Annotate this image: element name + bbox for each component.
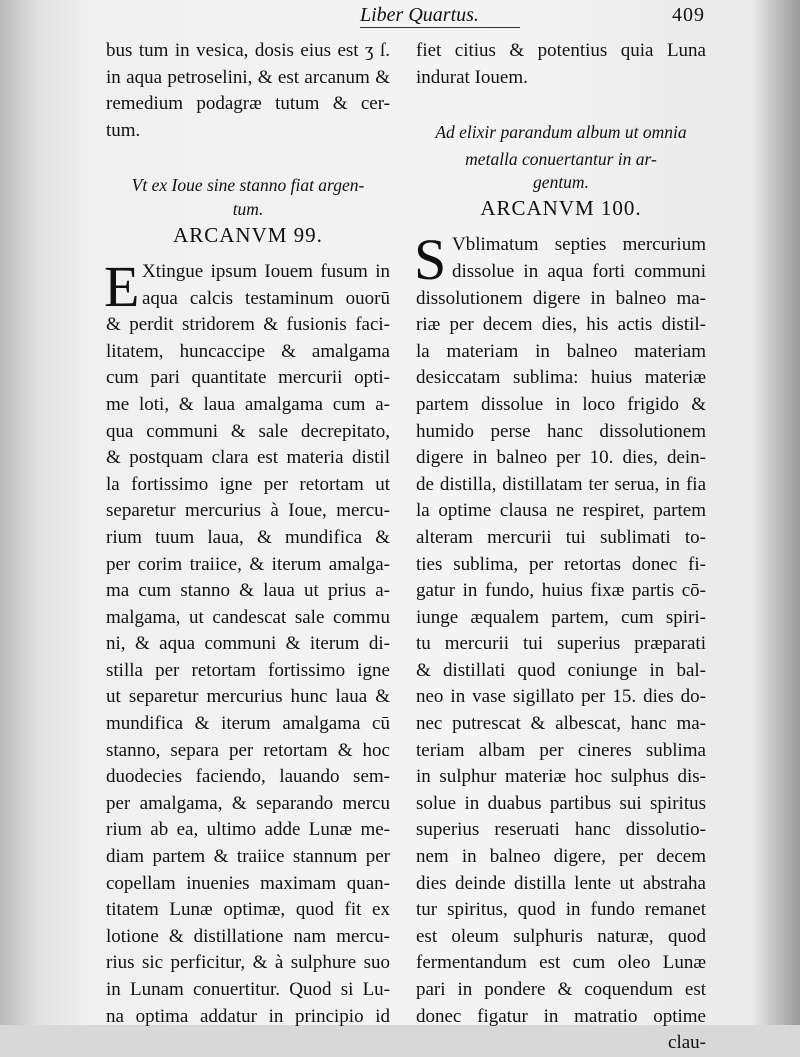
text-line: superius reseruati hanc dissolutio- [416,819,706,841]
text-line: lotione & distillatione nam mercu- [106,925,390,947]
text-line: cum pari quantitate mercurii opti- [106,367,390,389]
subtitle-line: Ad elixir parandum album ut omnia [435,122,687,143]
text-line: in sulphur materiæ hoc sulphus dis- [416,766,706,788]
subtitle-line: tum. [232,198,264,219]
left-column [106,38,390,1030]
text-line: stilla per retortam fortissimo igne [106,659,390,681]
text-line: rium tuum laua, & mundifica & [106,526,390,548]
text-line: na optima addatur in principio id [106,1005,390,1027]
text-line: copellam inuenies maximam quan- [106,872,390,894]
right-top-paragraph [416,38,706,91]
text-line: indurat Iouem. [416,66,528,88]
text-line: diam partem & traiice stannum per [106,846,390,868]
text-line: digere in balneo per 10. dies, dein- [416,447,706,469]
text-line: fiet citius & potentius quia Luna [416,40,706,61]
text-line: la optime clausa ne respiret, partem [416,500,706,522]
text-line: in Lunam conuertitur. Quod si Lu- [106,979,390,1000]
text-line: gatur in fundo, huius fixæ partis cō- [416,580,706,602]
text-line: malgama, ut candescat sale commu [106,606,390,628]
text-line: stanno, separa per retortam & hoc [106,739,390,761]
text-line: est oleum sulphuris naturæ, quod [416,925,706,947]
text-line: dissolue in aqua forti communi [452,260,706,282]
text-line: tum. [106,119,141,141]
drop-cap: E [104,253,140,319]
text-line: donec figatur in matratio optime [416,1005,706,1027]
body-paragraph [104,253,390,1030]
page-shadow [0,0,90,1025]
text-line: dissolutionem digere in balneo ma- [416,287,706,309]
text-line: tur spiritus, quod in fundo remanet [416,899,706,921]
text-line: ma cum stanno & laua ut prius a- [106,580,390,602]
text-line: ni, & aqua communi & iterum di- [106,633,390,655]
catchword: clau- [668,1032,706,1054]
text-line: per corim traiice, & iterum amalga- [106,553,390,575]
text-line: riæ per decem dies, his actis distil- [416,314,706,336]
section-heading: ARCANVM 99. [173,222,323,247]
text-line: me loti, & laua amalgama cum a- [106,393,390,415]
subtitle-line: gentum. [533,172,589,193]
text-line: partem dissolue in loco frigido & [416,393,706,415]
text-line: teriam albam per cineres sublima [416,739,706,761]
body-paragraph [414,227,706,1056]
text-line: la materiam in balneo materiam [416,340,706,362]
right-column [416,38,706,1057]
text-line: & postquam clara est materia distil [106,447,390,469]
text-line: de distilla, distillatam ter serua, in fia [416,473,706,495]
text-line: separetur mercurius à Ioue, mercu- [106,500,390,522]
text-line: pari in pondere & coquendum est [416,979,706,1000]
text-line: rius sic perficitur, & à sulphure suo [106,952,390,974]
text-line: qua communi & sale decrepitato, [106,420,390,442]
section-subtitle [416,119,706,192]
text-line: per amalgama, & separando mercu [106,792,390,814]
text-line: alteram mercurii tui sublimati to- [416,526,706,548]
subtitle-line: metalla conuertantur in ar- [465,148,657,169]
page-number: 409 [672,4,705,26]
section-heading: ARCANVM 100. [480,196,642,221]
text-line: iunge æqualem partem, cum spiri- [416,606,706,628]
text-line: nem in balneo digere, per decem [416,846,706,868]
text-line: fermentandum est cum oleo Lunæ [416,952,706,974]
section-subtitle [106,172,390,219]
text-line: titatem Lunæ optimæ, quod fit ex [106,899,390,921]
text-line: aqua calcis testaminum ouorū [142,287,390,309]
left-top-paragraph [106,38,390,144]
text-line: ties sublima, per retortas donec fi- [416,553,706,575]
text-line: mundifica & iterum amalgama cū [106,713,390,735]
text-line: litatem, huncaccipe & amalgama [106,340,390,362]
text-line: neo in vase sigillato per 15. dies do- [416,686,706,708]
subtitle-line: Vt ex Ioue sine stanno fiat argen- [131,175,365,196]
text-line: solue in duabus partibus sui spiritus [416,792,706,814]
text-line: duodecies faciendo, lauando sem- [106,766,390,788]
text-line: & distillati quod coniunge in bal- [416,659,706,681]
text-line: humido perse hanc dissolutionem [416,420,706,442]
text-line: la fortissimo igne per retortam ut [106,473,390,495]
text-line: & perdit stridorem & fusionis faci- [106,314,390,336]
text-line: ut separetur mercurius hunc laua & [106,686,390,708]
text-line: dies deinde distilla lente ut abstraha [416,872,706,894]
running-title: Liber Quartus. [360,4,520,28]
text-line: nec putrescat & albescat, hanc ma- [416,713,706,735]
text-line: bus tum in vesica, dosis eius est ʒ ſ. [106,40,390,61]
text-line: tu mercurii tui superius præparati [416,633,706,655]
text-line: rium ab ea, ultimo adde Lunæ me- [106,819,390,841]
text-line: desiccatam sublima: huius materiæ [416,367,706,389]
text-line: remedium podagræ tutum & cer- [106,93,390,115]
text-line: Vblimatum septies mercurium [452,234,706,256]
text-line: in aqua petroselini, & est arcanum & [106,66,390,88]
text-line: Xtingue ipsum Iouem fusum in [142,260,390,282]
drop-cap: S [414,227,447,293]
